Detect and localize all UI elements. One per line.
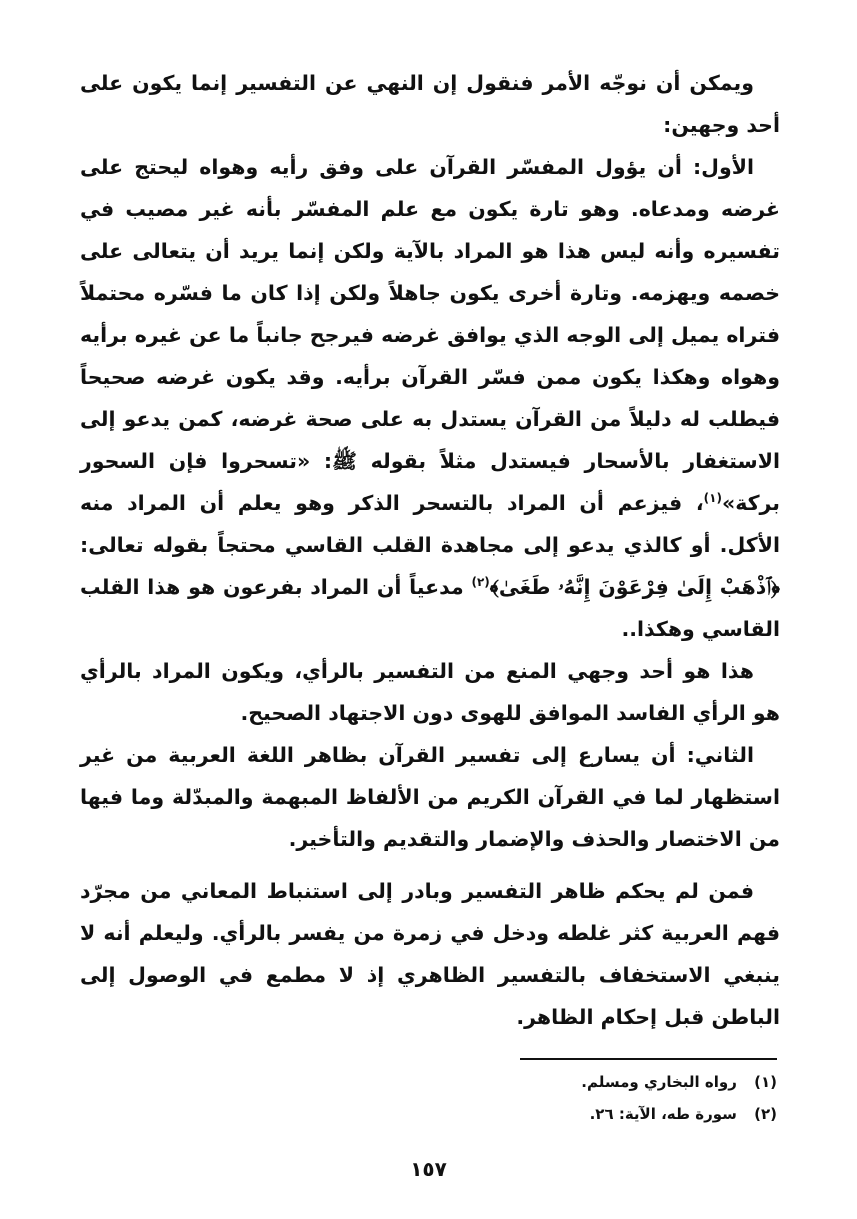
- footnote-2-number: (٢): [754, 1105, 777, 1123]
- footnote-2: [420, 1098, 777, 1130]
- page-number: ١٥٧: [410, 1157, 447, 1181]
- first-aspect-label: الأول:: [692, 155, 754, 179]
- footnote-1-text: رواه البخاري ومسلم.: [581, 1073, 737, 1091]
- second-aspect-label: الثاني:: [686, 743, 754, 767]
- footnotes: [420, 1066, 777, 1130]
- intro-paragraph: [80, 62, 780, 146]
- paragraph-gap: [80, 860, 780, 870]
- footnote-1-number: (١): [754, 1073, 777, 1091]
- footnote-divider: [520, 1058, 777, 1060]
- main-text: [80, 62, 780, 1038]
- first-aspect-text-c: مدعياً أن المراد بفرعون هو هذا القلب القاسي وهكذا..: [80, 575, 780, 641]
- conclusion-text: فمن لم يحكم ظاهر التفسير وبادر إلى استنباط المعاني من مجرّد فهم العربية كثر غلطه ودخل في زمرة من يفسر بالرأي. وليعلم أنه لا ينبغي الاستخفاف بالتفسير الظاهري إذ لا مطمع في الوصول إلى الباطن قبل إحكام الظاهر.: [80, 879, 780, 1029]
- summary-text: هذا هو أحد وجهي المنع من التفسير بالرأي، ويكون المراد بالرأي هو الرأي الفاسد الموافق للهوى دون الاجتهاد الصحيح.: [80, 659, 780, 725]
- first-aspect-paragraph: [80, 146, 780, 650]
- second-aspect-paragraph: [80, 734, 780, 860]
- footnote-2-text: سورة طه، الآية: ٢٦.: [589, 1105, 737, 1123]
- footnote-1: [420, 1066, 777, 1098]
- first-aspect-text-b: ، فيزعم أن المراد بالتسحر الذكر وهو يعلم أن المراد منه الأكل. أو كالذي يدعو إلى مجاهدة القلب القاسي محتجاً بقوله تعالى: ﴿ٱذْهَبْ إِلَىٰ فِرْعَوْنَ إِنَّهُۥ طَغَىٰ﴾: [80, 491, 780, 599]
- footnote-ref-1: (١): [703, 491, 722, 506]
- intro-text: ويمكن أن نوجّه الأمر فنقول إن النهي عن التفسير إنما يكون على أحد وجهين:: [80, 71, 780, 137]
- summary-paragraph: [80, 650, 780, 734]
- first-aspect-text-a: أن يؤول المفسّر القرآن على وفق رأيه وهواه ليحتج على غرضه ومدعاه. وهو تارة يكون مع علم المفسّر بأنه غير مصيب في تفسيره وأنه ليس هذا هو المراد بالآية ولكن إنما يريد أن يتعالى على خصمه ويهزمه. وتارة أخرى يكون جاهلاً ولكن إذا كان ما فسّره محتملاً فتراه يميل إلى الوجه الذي يوافق غرضه فيرجح جانباً ما عن غيره برأيه وهواه وهكذا يكون ممن فسّر القرآن برأيه. وقد يكون غرضه صحيحاً فيطلب له دليلاً من القرآن يستدل به على صحة غرضه، كمن يدعو إلى الاستغفار بالأسحار فيستدل مثلاً بقوله ﷺ: «تسحروا فإن السحور بركة»: [80, 155, 780, 515]
- conclusion-paragraph: [80, 870, 780, 1038]
- second-aspect-text: أن يسارع إلى تفسير القرآن بظاهر اللغة العربية من غير استظهار لما في القرآن الكريم من الألفاظ المبهمة والمبدّلة وما فيها من الاختصار والحذف والإضمار والتقديم والتأخير.: [80, 743, 780, 851]
- footnote-ref-2: (٢): [471, 575, 490, 590]
